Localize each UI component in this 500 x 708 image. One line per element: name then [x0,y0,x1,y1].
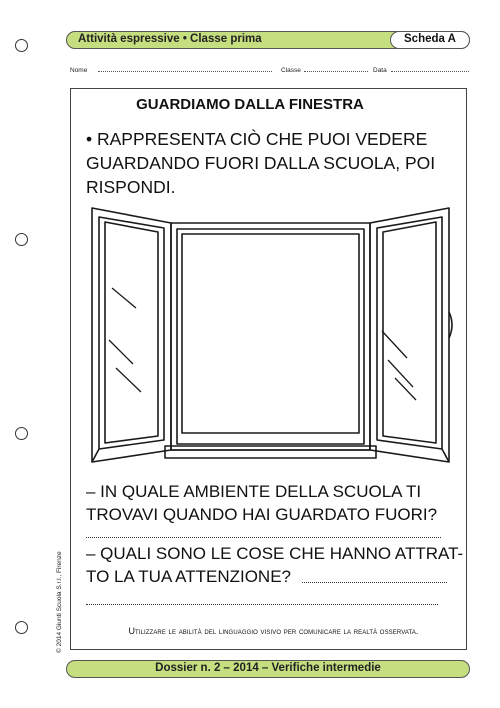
question-2-line-2: TO LA TUA ATTENZIONE? [86,567,292,586]
scheda-label: Scheda A [390,31,470,49]
footer-note: Utilizzare le abilità del linguaggio visivo per comunicare la realtà osservata. [128,626,419,636]
window-frame [171,223,370,450]
binder-hole [15,427,28,440]
header-title: Attività espressive • Classe prima [78,33,262,45]
window-glass-area [182,234,359,433]
binder-hole [15,233,28,246]
header-bar [66,31,470,49]
answer-line-1[interactable] [86,537,441,538]
classe-label: Classe [281,67,301,74]
nome-field[interactable] [98,71,272,72]
left-shutter [92,208,171,462]
window-inner-frame [177,229,364,444]
worksheet-title: GUARDIAMO DALLA FINESTRA [136,96,364,113]
data-label: Data [373,67,387,74]
question-1: – IN QUALE AMBIENTE DELLA SCUOLA TI TROVAVI QUANDO HAI GUARDATO FUORI? [86,482,438,524]
nome-label: Nome [70,67,88,74]
window-sill [165,446,376,458]
binder-hole [15,39,28,52]
question-2-line-1: – QUALI SONO LE COSE CHE HANNO ATTRAT- [86,544,464,563]
instruction-text: • RAPPRESENTA CIÒ CHE PUOI VEDERE GUARDANDO FUORI DALLA SCUOLA, POI RISPONDI. [86,129,436,197]
answer-line-3[interactable] [86,604,438,605]
copyright-text: © 2014 Giunti Scuola S.r.l., Firenze [56,551,63,653]
binder-hole [15,621,28,634]
data-field[interactable] [391,71,469,72]
right-shutter [370,208,449,462]
answer-line-2[interactable] [302,582,447,583]
classe-field[interactable] [304,71,368,72]
window-illustration [85,192,460,477]
dossier-footer: Dossier n. 2 – 2014 – Verifiche intermedie [66,660,470,678]
